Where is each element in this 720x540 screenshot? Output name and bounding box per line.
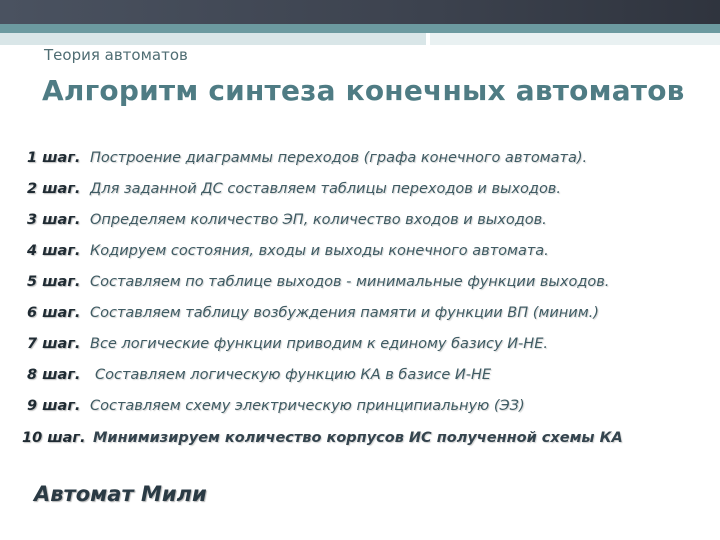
slide-title: Алгоритм синтеза конечных автоматов	[42, 74, 685, 107]
top-light-bar-left	[0, 33, 426, 45]
step-number: 8 шаг.	[27, 367, 81, 383]
step-text: Для заданной ДС составляем таблицы переходов и выходов.	[90, 181, 561, 197]
step-text: Определяем количество ЭП, количество входов и выходов.	[90, 212, 547, 228]
step-text: Составляем по таблице выходов - минимальные функции выходов.	[90, 274, 610, 290]
step-number: 6 шаг.	[27, 305, 81, 321]
top-dark-bar	[0, 0, 720, 24]
step-number: 9 шаг.	[27, 398, 81, 414]
step-number: 10 шаг.	[22, 430, 86, 446]
top-teal-bar	[0, 24, 720, 33]
step-number: 3 шаг.	[27, 212, 81, 228]
slide-subtitle: Теория автоматов	[44, 46, 188, 64]
step-text: Построение диаграммы переходов (графа конечного автомата).	[90, 150, 588, 166]
top-light-bar-right	[430, 33, 720, 45]
footer-heading: Автомат Мили	[34, 482, 207, 506]
step-number: 1 шаг.	[27, 150, 81, 166]
step-number: 7 шаг.	[27, 336, 81, 352]
step-text: Все логические функции приводим к единому базису И-НЕ.	[90, 336, 548, 352]
step-text: Составляем таблицу возбуждения памяти и функции ВП (миним.)	[90, 305, 599, 321]
step-text: Кодируем состояния, входы и выходы конечного автомата.	[90, 243, 549, 259]
step-number: 4 шаг.	[27, 243, 81, 259]
step-text: Составляем схему электрическую принципиальную (ЭЗ)	[90, 398, 525, 414]
step-number: 5 шаг.	[27, 274, 81, 290]
step-number: 2 шаг.	[27, 181, 81, 197]
step-text: Минимизируем количество корпусов ИС полученной схемы КА	[93, 430, 623, 446]
step-text: Составляем логическую функцию КА в базисе И-НЕ	[95, 367, 492, 383]
